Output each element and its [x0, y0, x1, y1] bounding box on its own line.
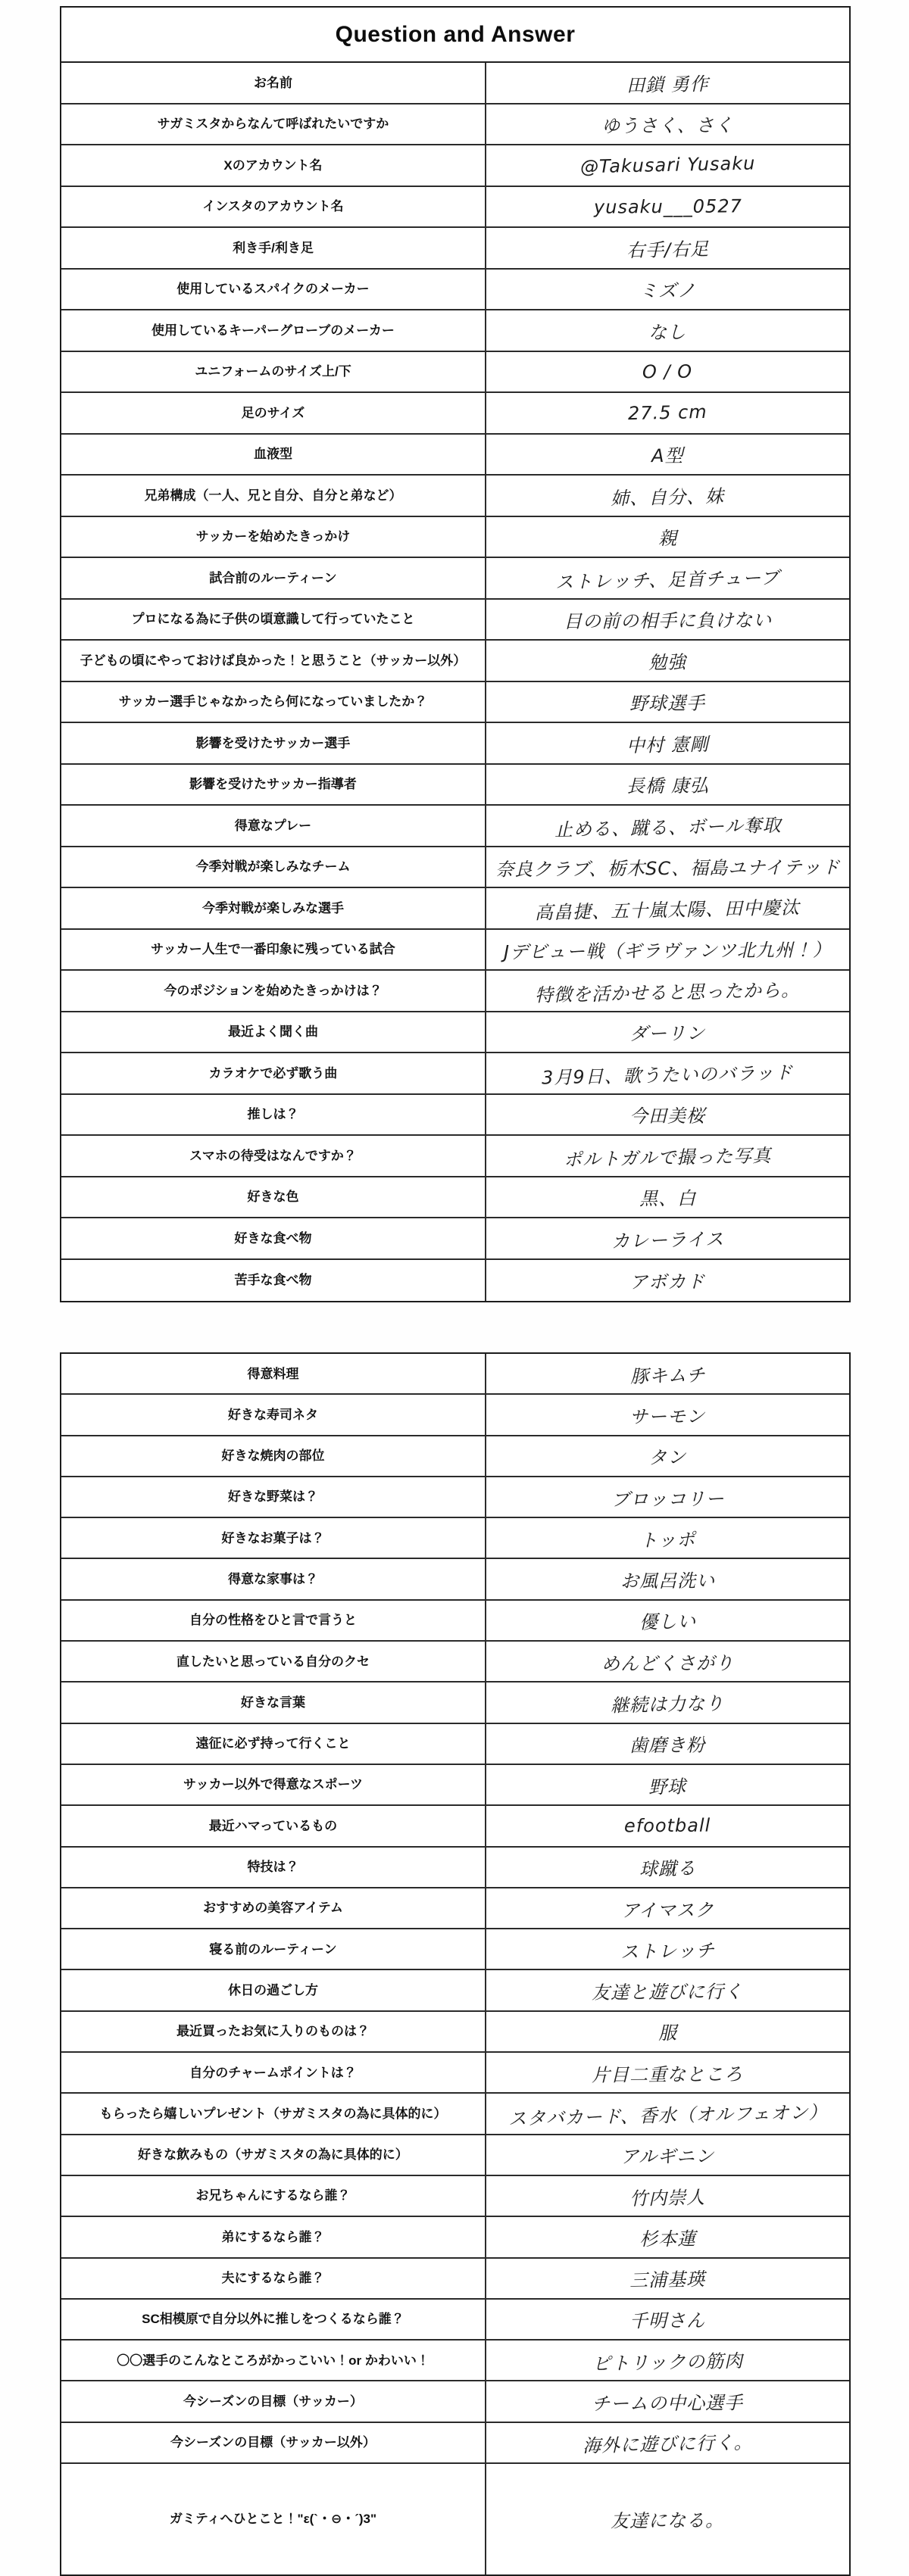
question-text: サッカー選手じゃなかったら何になっていましたか？ — [118, 694, 428, 709]
handwritten-answer-text: 優しい — [639, 1611, 697, 1634]
question-cell — [61, 2423, 486, 2462]
question-text: 今季対戦が楽しみなチーム — [195, 859, 351, 875]
handwritten-answer-text: アボカド — [629, 1271, 706, 1293]
question-text: カラオケで必ず歌う曲 — [208, 1065, 338, 1081]
handwritten-answer-text: 黒、白 — [639, 1187, 697, 1210]
question-cell — [61, 1888, 486, 1928]
question-cell — [61, 2217, 486, 2256]
question-text: 今季対戦が楽しみな選手 — [201, 900, 344, 915]
handwritten-answer-text: 野球 — [648, 1776, 687, 1798]
handwritten-answer-text: 長橋 康弘 — [626, 775, 709, 797]
answer-cell — [486, 1642, 849, 1681]
handwritten-answer-text: トッポ — [639, 1529, 696, 1552]
answer-cell — [486, 1806, 849, 1845]
question-cell — [61, 1395, 486, 1434]
handwritten-answer-text: 杉本蓮 — [639, 2228, 697, 2250]
qa-row — [61, 1053, 849, 1095]
qa-row — [61, 393, 849, 435]
answer-cell — [486, 1724, 849, 1764]
question-cell — [61, 476, 486, 516]
handwritten-answer-text: O / O — [642, 360, 693, 382]
question-text: 使用しているスパイクのメーカー — [176, 282, 370, 297]
handwritten-answer-text: 今田美桜 — [629, 1105, 706, 1127]
qa-row — [61, 2012, 849, 2053]
handwritten-answer-text: 三浦基瑛 — [629, 2269, 706, 2292]
qa-row — [61, 1218, 849, 1260]
qa-row — [61, 1354, 849, 1395]
answer-cell — [486, 806, 849, 846]
answer-cell — [486, 2423, 849, 2462]
question-cell — [61, 600, 486, 640]
question-text: スマホの待受はなんですか？ — [189, 1148, 357, 1163]
question-text: 寝る前のルーティーン — [209, 1941, 337, 1957]
question-text: 血液型 — [253, 447, 292, 462]
question-text: 自分のチャームポイントは？ — [189, 2065, 357, 2080]
question-cell — [61, 847, 486, 887]
question-text: 好きなお菓子は？ — [221, 1530, 325, 1545]
question-cell — [61, 2300, 486, 2339]
qa-table-first — [60, 6, 851, 1302]
qa-row — [61, 1395, 849, 1436]
qa-row — [61, 352, 849, 394]
handwritten-answer-text: 野球選手 — [629, 692, 706, 715]
qa-row — [61, 2381, 849, 2422]
handwritten-answer-text: ポルトガルで撮った写真 — [564, 1144, 772, 1171]
question-cell — [61, 765, 486, 805]
qa-row — [61, 2423, 849, 2464]
question-text: サッカーを始めたきっかけ — [195, 529, 351, 544]
handwritten-answer-text: 片目二重なところ — [592, 2063, 744, 2086]
qa-row — [61, 682, 849, 724]
answer-cell — [486, 2381, 849, 2421]
answer-cell — [486, 228, 849, 268]
question-cell — [61, 2012, 486, 2051]
question-cell — [61, 1970, 486, 2010]
question-cell — [61, 2259, 486, 2298]
question-cell — [61, 1518, 486, 1558]
question-text: 足のサイズ — [241, 405, 305, 420]
question-text: サッカー人生で一番印象に残っている試合 — [151, 942, 395, 957]
handwritten-answer-text: ミズノ — [639, 279, 697, 302]
answer-cell — [486, 2300, 849, 2339]
handwritten-answer-text: 高畠捷、五十嵐太陽、田中慶汰 — [535, 897, 801, 924]
answer-cell — [486, 1888, 849, 1928]
qa-row — [61, 1970, 849, 2011]
qa-row — [61, 1642, 849, 1683]
answer-cell — [486, 1395, 849, 1434]
question-cell — [61, 1683, 486, 1722]
answer-cell — [486, 270, 849, 310]
question-cell — [61, 1354, 486, 1393]
question-text: 試合前のルーティーン — [209, 570, 337, 585]
question-cell — [61, 104, 486, 145]
question-text: 得意なプレー — [234, 818, 312, 833]
question-text: ユニフォームのサイズ上/下 — [195, 364, 351, 379]
qa-row — [61, 104, 849, 146]
table-title-text: Question and Answer — [335, 21, 576, 47]
answer-cell — [486, 1260, 849, 1302]
question-cell — [61, 1806, 486, 1845]
question-cell — [61, 1436, 486, 1476]
qa-row — [61, 2135, 849, 2176]
answer-cell — [486, 2217, 849, 2256]
question-text: おすすめの美容アイテム — [203, 1901, 343, 1916]
qa-row — [61, 145, 849, 187]
question-cell — [61, 187, 486, 227]
qa-row — [61, 187, 849, 229]
answer-cell — [486, 1929, 849, 1969]
question-text: 苦手な食べ物 — [234, 1273, 312, 1288]
question-cell — [61, 1218, 486, 1258]
answer-cell — [486, 1095, 849, 1135]
question-cell — [61, 1177, 486, 1218]
handwritten-answer-text: なし — [648, 321, 687, 344]
question-text: 得意料理 — [247, 1366, 299, 1381]
answer-cell — [486, 1683, 849, 1722]
handwritten-answer-text: yusaku___0527 — [593, 195, 742, 218]
handwritten-answer-text: 27.5 cm — [627, 401, 708, 425]
handwritten-answer-text: 特徴を活かせると思ったから。 — [535, 979, 801, 1006]
question-cell — [61, 1929, 486, 1969]
qa-row — [61, 435, 849, 476]
handwritten-answer-text: efootball — [624, 1815, 711, 1837]
question-text: SC相模原で自分以外に推しをつくるなら誰？ — [142, 2312, 405, 2327]
qa-row — [61, 1765, 849, 1806]
qa-row — [61, 1260, 849, 1302]
answer-cell — [486, 641, 849, 681]
answer-cell — [486, 930, 849, 970]
question-text: 好きな寿司ネタ — [227, 1407, 318, 1422]
question-cell — [61, 1642, 486, 1681]
answer-cell — [486, 1970, 849, 2010]
qa-row — [61, 1436, 849, 1477]
question-text: もらったら嬉しいプレゼント（サガミスタの為に具体的に） — [99, 2106, 447, 2121]
qa-row — [61, 641, 849, 682]
question-cell — [61, 930, 486, 970]
question-text: 好きな言葉 — [240, 1695, 305, 1710]
question-text: 弟にするなら誰？ — [221, 2229, 325, 2244]
question-cell — [61, 63, 486, 103]
qa-table-second — [60, 1352, 851, 2576]
qa-row — [61, 2300, 849, 2341]
question-cell — [61, 2053, 486, 2092]
question-text: 得意な家事は？ — [227, 1572, 318, 1586]
question-cell — [61, 1848, 486, 1887]
answer-cell — [486, 1848, 849, 1887]
handwritten-answer-text: 友達と遊びに行く — [592, 1981, 744, 2004]
question-cell — [61, 2381, 486, 2421]
handwritten-answer-text: 竹内崇人 — [629, 2186, 706, 2210]
answer-cell — [486, 63, 849, 103]
qa-row — [61, 1806, 849, 1847]
handwritten-answer-text: 歯磨き粉 — [629, 1734, 706, 1757]
handwritten-answer-text: ゆうさく、さく — [601, 114, 734, 137]
question-cell — [61, 1724, 486, 1764]
question-text: 〇〇選手のこんなところがかっこいい！or かわいい！ — [117, 2353, 430, 2368]
handwritten-answer-text: 親 — [658, 528, 678, 550]
question-cell — [61, 1559, 486, 1598]
question-text: 遠征に必ず持って行くこと — [195, 1736, 351, 1751]
question-text: 子どもの頃にやっておけば良かった！と思うこと（サッカー以外） — [80, 653, 467, 668]
question-text: サッカー以外で得意なスポーツ — [183, 1777, 363, 1792]
qa-row — [61, 847, 849, 889]
qa-rows-second — [61, 1354, 849, 2574]
question-text: お兄ちゃんにするなら誰？ — [195, 2188, 351, 2203]
answer-cell — [486, 1601, 849, 1640]
answer-cell — [486, 310, 849, 351]
question-text: 好きな焼肉の部位 — [221, 1449, 325, 1464]
question-cell — [61, 1053, 486, 1093]
handwritten-answer-text: めんどくさがり — [601, 1652, 735, 1675]
answer-cell — [486, 393, 849, 433]
handwritten-answer-text: ストレッチ、足首チューブ — [555, 566, 780, 593]
answer-cell — [486, 104, 849, 145]
question-cell — [61, 352, 486, 392]
answer-cell — [486, 435, 849, 475]
handwritten-answer-text: ストレッチ — [620, 1939, 716, 1963]
answer-cell — [486, 847, 849, 887]
handwritten-answer-text: アルギニン — [620, 2145, 715, 2168]
handwritten-answer-text: 中村 憲剛 — [626, 733, 710, 756]
handwritten-answer-text: 姉、自分、妹 — [611, 485, 725, 510]
answer-cell — [486, 1136, 849, 1176]
question-text: 兄弟構成（一人、兄と自分、自分と弟など） — [144, 488, 402, 503]
answer-cell — [486, 2094, 849, 2133]
question-text: 自分の性格をひと言で言うと — [189, 1613, 357, 1628]
answer-cell — [486, 723, 849, 763]
handwritten-answer-text: チームの中心選手 — [592, 2392, 744, 2415]
handwritten-answer-text: 右手/右足 — [626, 238, 710, 261]
question-text: 利き手/利き足 — [233, 240, 314, 255]
handwritten-answer-text: 止める、蹴る、ボール奪取 — [554, 814, 782, 840]
answer-cell — [486, 2135, 849, 2175]
question-text: 好きな色 — [247, 1190, 299, 1205]
answer-cell — [486, 558, 849, 598]
handwritten-answer-text: スタバカード、香水（オルフェオン） — [508, 2101, 828, 2130]
qa-row — [61, 1888, 849, 1929]
question-cell — [61, 2094, 486, 2133]
handwritten-answer-text: 勉強 — [648, 651, 687, 674]
qa-row — [61, 723, 849, 765]
answer-cell — [486, 517, 849, 557]
qa-row — [61, 1683, 849, 1723]
handwritten-answer-text: 球蹴る — [639, 1857, 697, 1880]
question-cell — [61, 1477, 486, 1517]
question-cell — [61, 723, 486, 763]
qa-row — [61, 558, 849, 600]
answer-cell — [486, 2176, 849, 2216]
question-cell — [61, 971, 486, 1011]
answer-cell — [486, 1012, 849, 1053]
qa-row — [61, 2464, 849, 2574]
qa-row — [61, 806, 849, 847]
answer-cell — [486, 1354, 849, 1393]
qa-row — [61, 1477, 849, 1518]
handwritten-answer-text: タン — [648, 1446, 687, 1469]
qa-row — [61, 1601, 849, 1642]
answer-cell — [486, 2464, 849, 2574]
question-cell — [61, 228, 486, 268]
question-text: 特技は？ — [247, 1860, 299, 1875]
qa-row — [61, 1012, 849, 1054]
qa-row — [61, 600, 849, 641]
handwritten-answer-text: サーモン — [629, 1405, 706, 1428]
question-text: 推しは？ — [247, 1107, 299, 1122]
qa-row — [61, 1724, 849, 1765]
qa-row — [61, 63, 849, 104]
question-cell — [61, 1765, 486, 1804]
question-cell — [61, 888, 486, 928]
question-cell — [61, 435, 486, 475]
answer-cell — [486, 1765, 849, 1804]
question-text: 影響を受けたサッカー選手 — [195, 735, 351, 750]
qa-row — [61, 1177, 849, 1219]
question-text: お名前 — [253, 75, 292, 90]
handwritten-answer-text: ダーリン — [629, 1022, 706, 1045]
question-cell — [61, 517, 486, 557]
question-cell — [61, 2176, 486, 2216]
question-text: 夫にするなら誰？ — [221, 2271, 325, 2286]
question-text: 今のポジションを始めたきっかけは？ — [164, 983, 383, 998]
answer-cell — [486, 1177, 849, 1218]
question-text: 最近買ったお気に入りのものは？ — [176, 2024, 370, 2039]
question-cell — [61, 682, 486, 722]
qa-row — [61, 2053, 849, 2094]
qa-row — [61, 228, 849, 270]
question-text: 今シーズンの目標（サッカー） — [183, 2394, 363, 2409]
question-cell — [61, 558, 486, 598]
question-cell — [61, 2341, 486, 2380]
handwritten-answer-text: 3月9日、歌うたいのバラッド — [542, 1062, 794, 1089]
handwritten-answer-text: A型 — [651, 445, 684, 467]
handwritten-answer-text: 友達になる。 — [611, 2509, 725, 2532]
question-cell — [61, 1260, 486, 1302]
answer-cell — [486, 2012, 849, 2051]
answer-cell — [486, 600, 849, 640]
answer-cell — [486, 1218, 849, 1258]
handwritten-answer-text: 田鎖 勇作 — [626, 73, 710, 96]
qa-row — [61, 2094, 849, 2135]
answer-cell — [486, 888, 849, 928]
handwritten-answer-text: アイマスク — [620, 1899, 714, 1921]
question-cell — [61, 1095, 486, 1135]
question-text: サガミスタからなんて呼ばれたいですか — [157, 117, 389, 132]
question-text: 最近よく聞く曲 — [227, 1024, 318, 1040]
handwritten-answer-text: 継続は力なり — [611, 1692, 725, 1717]
qa-row — [61, 270, 849, 311]
question-text: Xのアカウント名 — [223, 157, 323, 173]
qa-row — [61, 2259, 849, 2300]
qa-row — [61, 2341, 849, 2381]
handwritten-answer-text: @Takusari Yusaku — [579, 152, 756, 178]
question-cell — [61, 270, 486, 310]
question-cell — [61, 1136, 486, 1176]
answer-cell — [486, 352, 849, 392]
question-text: ガミティへひとこと！"ε(`・⊖・´)3" — [169, 2512, 377, 2527]
question-cell — [61, 310, 486, 351]
question-cell — [61, 641, 486, 681]
question-text: 好きな食べ物 — [234, 1230, 312, 1246]
handwritten-answer-text: Jデビュー戦（ギラヴァンツ北九州！） — [503, 939, 832, 963]
question-text: 好きな飲みもの（サガミスタの為に具体的に） — [138, 2147, 408, 2163]
question-cell — [61, 806, 486, 846]
question-text: 影響を受けたサッカー指導者 — [189, 777, 357, 792]
qa-row — [61, 765, 849, 806]
question-cell — [61, 1601, 486, 1640]
answer-cell — [486, 1053, 849, 1093]
question-text: 休日の過ごし方 — [227, 1982, 318, 1997]
qa-row — [61, 930, 849, 971]
question-cell — [61, 145, 486, 186]
handwritten-answer-text: ピトリックの筋肉 — [592, 2350, 744, 2375]
question-text: 直したいと思っている自分のクセ — [176, 1654, 370, 1669]
answer-cell — [486, 145, 849, 186]
qa-row — [61, 476, 849, 517]
qa-row — [61, 971, 849, 1012]
handwritten-answer-text: 豚キムチ — [629, 1364, 706, 1387]
question-text: 使用しているキーパーグローブのメーカー — [151, 323, 395, 338]
question-cell — [61, 2464, 486, 2574]
question-text: 好きな野菜は？ — [227, 1489, 318, 1505]
qa-row — [61, 1095, 849, 1137]
qa-row — [61, 310, 849, 352]
table-title — [61, 8, 849, 63]
handwritten-answer-text: お風呂洗い — [620, 1570, 716, 1592]
qa-row — [61, 1136, 849, 1177]
handwritten-answer-text: カレーライス — [611, 1228, 725, 1252]
answer-cell — [486, 2341, 849, 2380]
qa-row — [61, 888, 849, 930]
question-cell — [61, 1012, 486, 1053]
question-text: 最近ハマっているもの — [208, 1818, 338, 1833]
handwritten-answer-text: 海外に遊びに行く。 — [582, 2432, 754, 2457]
question-text: 今シーズンの目標（サッカー以外） — [170, 2435, 376, 2450]
question-text: インスタのアカウント名 — [202, 199, 344, 214]
handwritten-answer-text: 奈良クラブ、栃木SC、福島ユナイテッド — [495, 856, 841, 881]
handwritten-answer-text: ブロッコリー — [611, 1488, 725, 1511]
qa-rows-first — [61, 63, 849, 1301]
answer-cell — [486, 1518, 849, 1558]
qa-row — [61, 2217, 849, 2258]
answer-cell — [486, 1559, 849, 1598]
handwritten-answer-text: 目の前の相手に負けない — [563, 610, 773, 633]
answer-cell — [486, 1477, 849, 1517]
answer-cell — [486, 971, 849, 1011]
answer-cell — [486, 1436, 849, 1476]
answer-cell — [486, 2259, 849, 2298]
answer-cell — [486, 2053, 849, 2092]
qa-row — [61, 2176, 849, 2217]
answer-cell — [486, 476, 849, 516]
qa-row — [61, 1518, 849, 1559]
qa-row — [61, 1848, 849, 1888]
qa-row — [61, 517, 849, 559]
question-cell — [61, 393, 486, 433]
handwritten-answer-text: 服 — [658, 2022, 678, 2044]
handwritten-answer-text: 千明さん — [629, 2310, 706, 2332]
question-cell — [61, 2135, 486, 2175]
question-text: プロになる為に子供の頃意識して行っていたこと — [131, 612, 415, 627]
qa-row — [61, 1559, 849, 1600]
answer-cell — [486, 682, 849, 722]
answer-cell — [486, 765, 849, 805]
qa-row — [61, 1929, 849, 1970]
answer-cell — [486, 187, 849, 227]
